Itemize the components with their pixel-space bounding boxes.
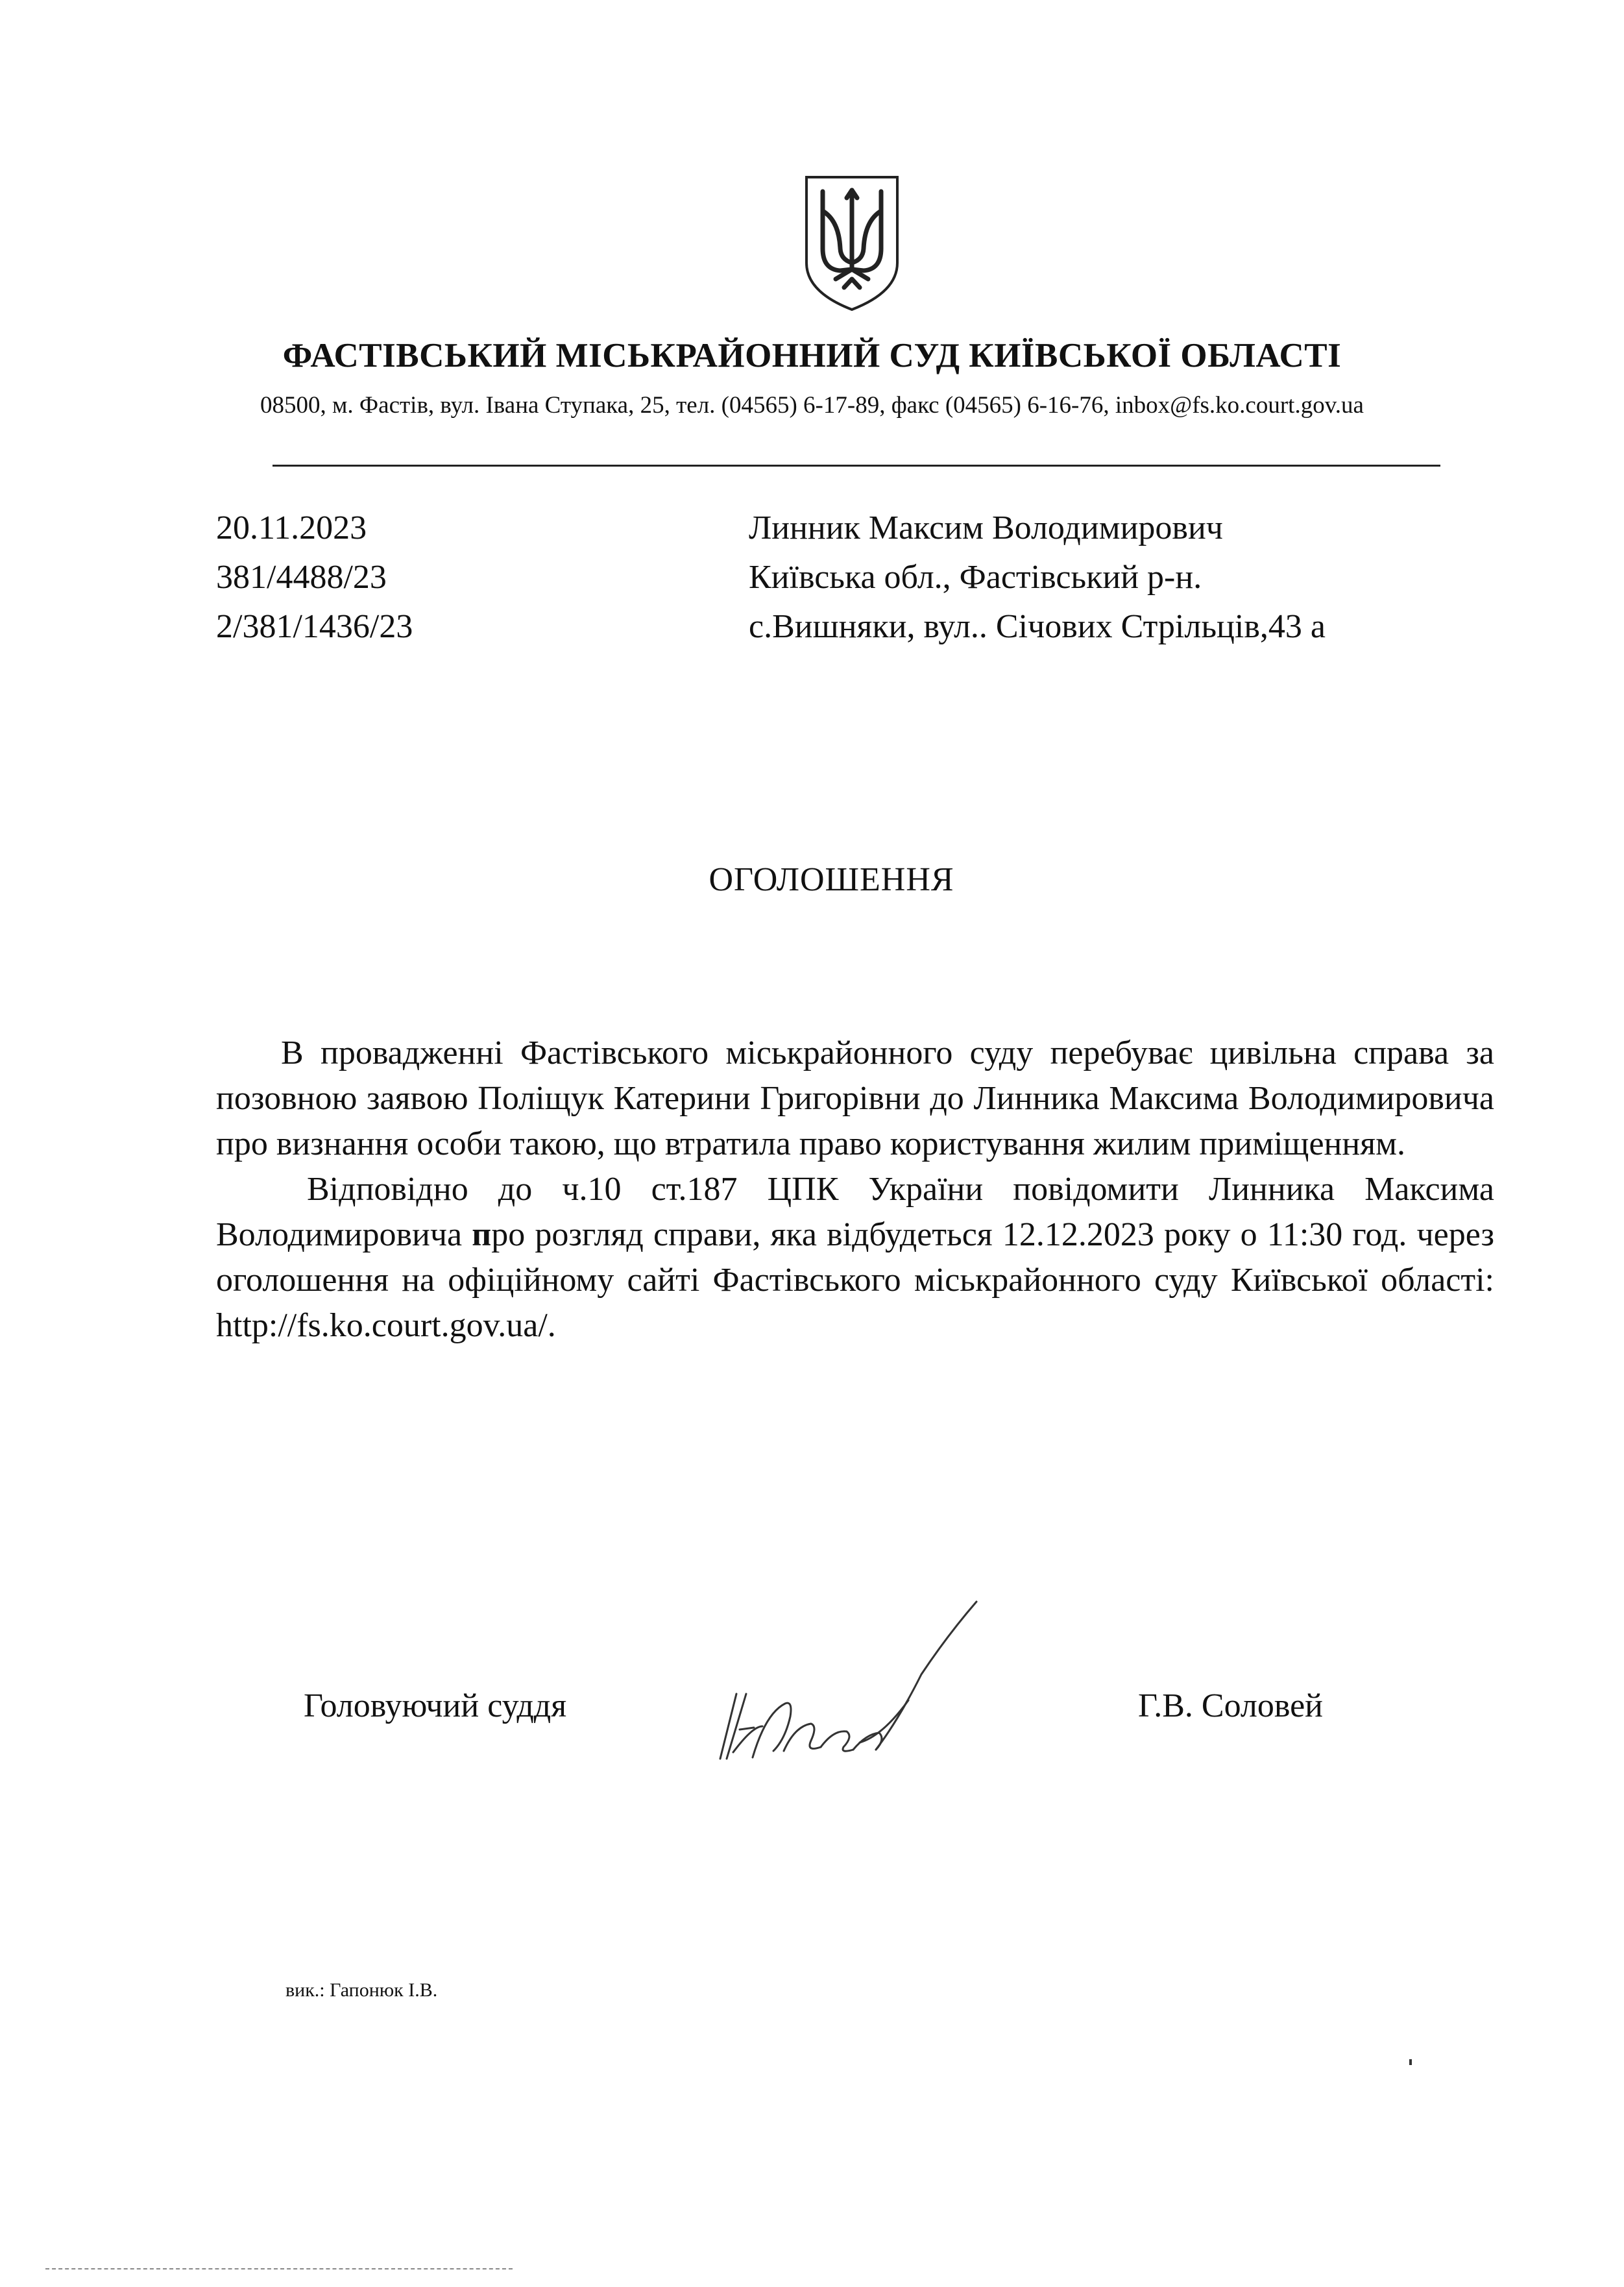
notice-paragraph-2 [216, 1167, 1494, 1349]
notice-title: ОГОЛОШЕННЯ [709, 861, 954, 898]
recipient-street: с.Вишняки, вул.. Січових Стрільців,43 а [749, 608, 1326, 645]
case-number: 2/381/1436/23 [216, 608, 413, 645]
scan-edge-line [45, 2268, 513, 2269]
scan-speck [1409, 2059, 1412, 2065]
outgoing-number: 381/4488/23 [216, 559, 387, 596]
notice-paragraph-1: В провадженні Фастівського міськрайонного суду перебуває цивільна справа за позовною заявою Поліщук Катерини Григорівни до Линника Максима Володимировича про визнання особи такою, що втратила право користування жилим приміщенням. [216, 1034, 1494, 1162]
recipient-region: Київська обл., Фастівський р-н. [749, 559, 1202, 596]
judge-label: Головуючий суддя [304, 1687, 567, 1724]
handwritten-signature [714, 1596, 1077, 1772]
recipient-block [749, 504, 1326, 652]
document-date: 20.11.2023 [216, 509, 367, 546]
court-name: ФАСТІВСЬКИЙ МІСЬКРАЙОННИЙ СУД КИЇВСЬКОЇ ОБЛАСТІ [282, 337, 1342, 374]
recipient-name: Линник Максим Володимирович [749, 509, 1223, 546]
document-meta [216, 504, 413, 652]
header-divider [273, 465, 1440, 467]
paragraph-2-bold-letter: п [472, 1216, 492, 1253]
paragraph-2-part-1: Відповідно до ч.10 ст.187 ЦПК України повідомити Линника Максима Володимировича [216, 1171, 1494, 1253]
notice-body [216, 1031, 1494, 1349]
executor-note: вик.: Гапонюк І.В. [285, 1979, 438, 2001]
court-address: 08500, м. Фастів, вул. Івана Ступака, 25, тел. (04565) 6-17-89, факс (04565) 6-16-76, inbox@fs.ko.court.gov.ua [260, 392, 1364, 419]
judge-name: Г.В. Соловей [1138, 1687, 1323, 1724]
trident-coat-of-arms-icon [800, 172, 904, 315]
paragraph-2-part-2: ро розгляд справи, яка відбудеться 12.12.2023 року о 11:30 год. через оголошення на офіційному сайті Фастівського міськрайонного суду Київської області: http://fs.ko.court.gov.ua/. [216, 1216, 1494, 1344]
